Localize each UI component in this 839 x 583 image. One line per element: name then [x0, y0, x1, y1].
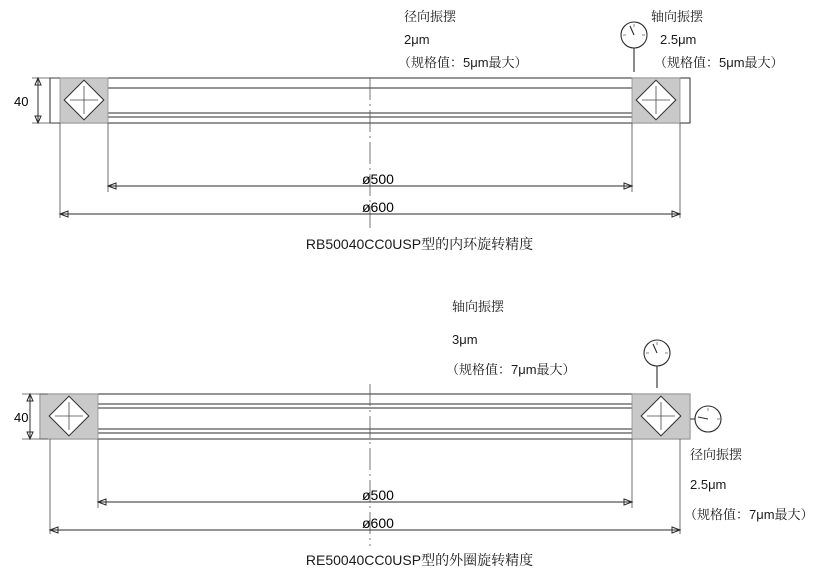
bottom-inner-dia-label: ø500 [362, 487, 394, 503]
top-axial-value: 2.5μm [660, 32, 697, 47]
top-inner-dia-label: ø500 [362, 171, 394, 187]
top-outer-dia-label: ø600 [362, 199, 394, 215]
axial-gauge-bottom [644, 340, 670, 388]
top-axial-spec: （规格值：5μm最大） [654, 55, 784, 70]
bottom-figure-caption: RE50040CC0USP型的外圈旋转精度 [305, 552, 534, 568]
bottom-radial-label: 径向振摆 [690, 447, 743, 462]
top-bearing-drawing [0, 0, 839, 230]
bottom-height-dim-label: 40 [14, 410, 29, 425]
bottom-axial-spec: （规格值：7μm最大） [446, 362, 576, 377]
top-figure-caption: RB50040CC0USP型的内环旋转精度 [305, 236, 534, 252]
top-figure [0, 0, 839, 270]
bottom-axial-value: 3μm [452, 332, 478, 347]
bottom-bearing-drawing [0, 288, 839, 546]
top-radial-value: 2μm [404, 32, 430, 47]
axial-gauge-top [621, 22, 647, 72]
bottom-radial-value: 2.5μm [690, 477, 727, 492]
top-radial-spec: （规格值：5μm最大） [398, 55, 528, 70]
top-radial-label: 径向振摆 [404, 9, 457, 24]
top-axial-label: 轴向振摆 [651, 9, 704, 24]
top-height-dim-label: 40 [14, 94, 29, 109]
bottom-axial-label: 轴向振摆 [452, 299, 505, 314]
bottom-outer-dia-label: ø600 [362, 515, 394, 531]
bottom-figure [0, 288, 839, 583]
bottom-radial-spec: （规格值：7μm最大） [684, 507, 814, 522]
